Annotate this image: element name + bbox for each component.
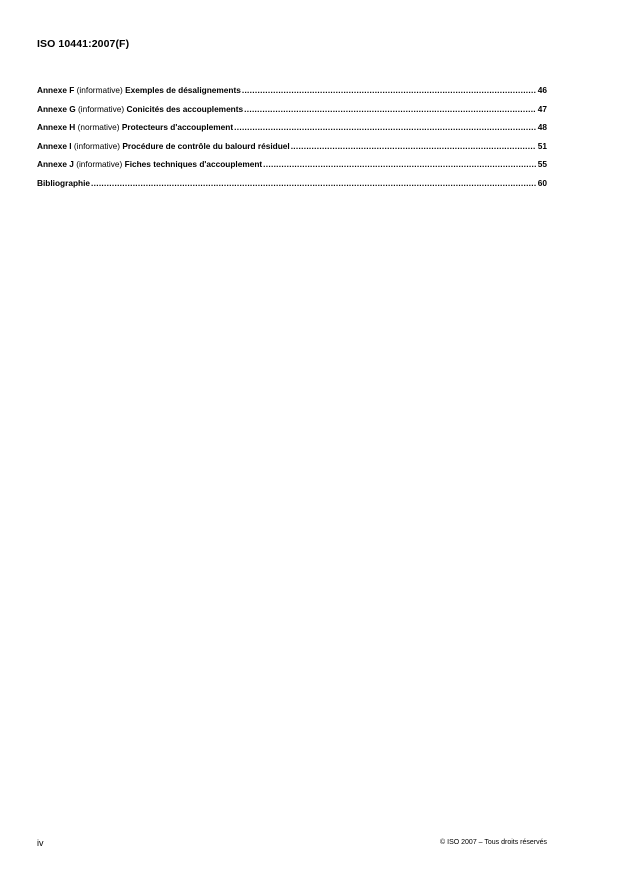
table-of-contents — [37, 85, 547, 197]
annex-name: Annexe I — [37, 140, 72, 151]
page-number: 55 — [537, 159, 547, 170]
annex-name: Annexe H — [37, 122, 76, 133]
annex-name: Annexe J — [37, 159, 74, 170]
entry-title: Bibliographie — [37, 177, 91, 188]
toc-entry-label — [37, 104, 243, 114]
annex-type: (informative) — [76, 159, 123, 170]
annex-type: (informative) — [78, 103, 125, 114]
dot-leader — [234, 122, 536, 132]
toc-entry-label — [37, 85, 241, 95]
toc-entry-label — [37, 159, 262, 169]
annex-type: (informative) — [73, 140, 121, 151]
annex-name: Annexe F — [37, 85, 75, 95]
footer-page-number: iv — [37, 838, 44, 848]
dot-leader — [242, 85, 536, 95]
toc-entry-annex-f[interactable] — [37, 85, 547, 104]
dot-leader — [91, 178, 536, 188]
page-number: 60 — [537, 177, 547, 188]
annex-title: Conicités des accouplements — [126, 103, 244, 114]
toc-entry-annex-j[interactable] — [37, 159, 547, 178]
annex-title: Exemples de désalignements — [125, 85, 241, 95]
page-number: 51 — [537, 140, 547, 151]
toc-entry-label — [37, 141, 290, 151]
page-number: 46 — [537, 85, 547, 95]
annex-name: Annexe G — [37, 103, 76, 114]
annex-type: (informative) — [76, 85, 123, 95]
toc-entry-label — [37, 122, 233, 132]
toc-entry-bibliographie[interactable] — [37, 178, 547, 197]
page-number: 47 — [537, 103, 547, 114]
annex-title: Procédure de contrôle du balourd résiduel — [122, 140, 290, 151]
dot-leader — [244, 104, 536, 114]
toc-entry-annex-h[interactable] — [37, 122, 547, 141]
toc-entry-annex-i[interactable] — [37, 141, 547, 160]
annex-title: Fiches techniques d'accouplement — [124, 159, 263, 170]
toc-entry-annex-g[interactable] — [37, 104, 547, 123]
dot-leader — [263, 159, 536, 169]
toc-entry-label — [37, 178, 90, 188]
document-header: ISO 10441:2007(F) — [37, 38, 130, 50]
annex-title: Protecteurs d'accouplement — [121, 122, 234, 133]
footer-copyright: © ISO 2007 – Tous droits réservés — [440, 839, 547, 846]
annex-type: (normative) — [77, 122, 120, 133]
dot-leader — [291, 141, 536, 151]
page-number: 48 — [537, 122, 547, 133]
